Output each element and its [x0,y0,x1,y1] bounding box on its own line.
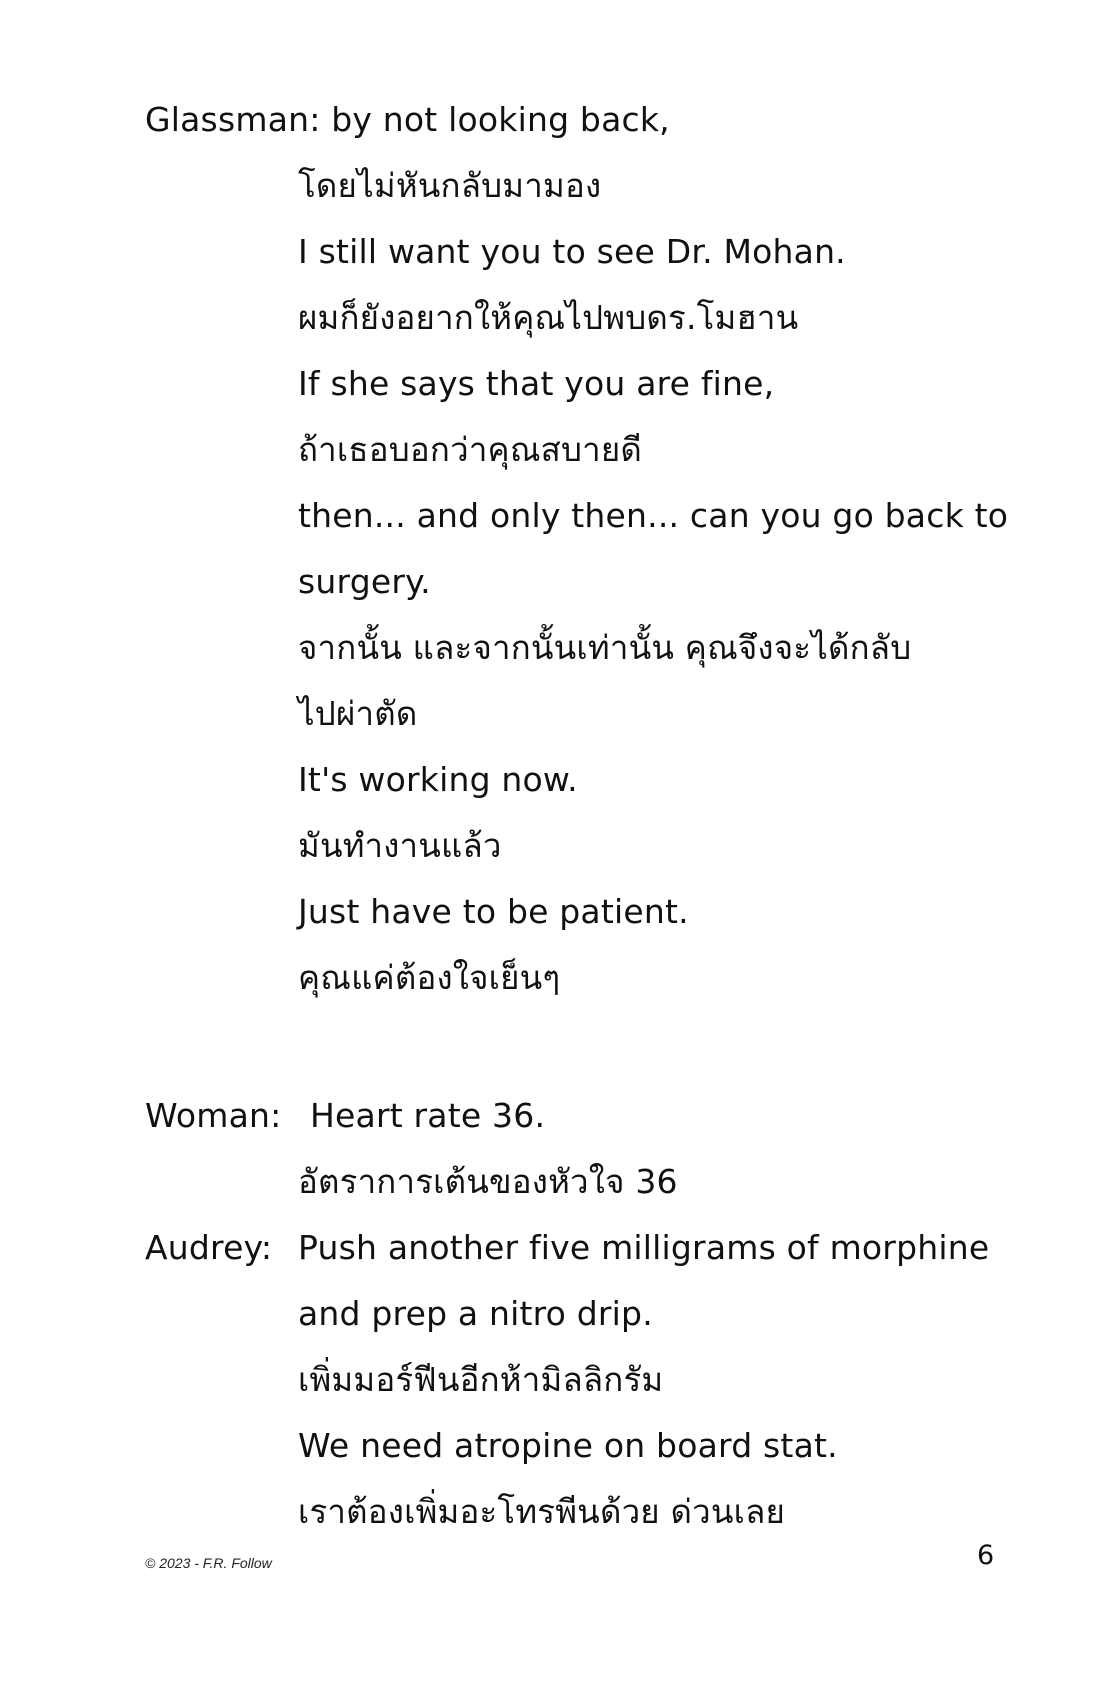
thai-line: ถ้าเธอบอกว่าคุณสบายดี [298,430,643,469]
speaker-audrey: Audrey: [145,1228,273,1267]
thai-line: อัตราการเต้นของหัวใจ 36 [298,1162,678,1201]
thai-line: เพิ่มมอร์ฟีนอีกห้ามิลลิกรัม [298,1360,664,1399]
dialogue-line: It's working now. [298,760,578,799]
thai-line: ผมก็ยังอยากให้คุณไปพบดร.โมฮาน [298,298,799,337]
dialogue-line: If she says that you are fine, [298,364,775,403]
dialogue-line: Just have to be patient. [298,892,689,931]
dialogue-line: and prep a nitro drip. [298,1294,653,1333]
dialogue-line: surgery. [298,562,431,601]
thai-line: จากนั้น และจากนั้นเท่านั้น คุณจึงจะได้กลับ [298,628,912,667]
copyright-notice: © 2023 - F.R. Follow [145,1555,272,1571]
thai-line: เราต้องเพิ่มอะโทรพีนด้วย ด่วนเลย [298,1492,786,1531]
dialogue-line: then... and only then... can you go back to [298,496,1009,535]
thai-line: มันทำงานแล้ว [298,826,502,865]
thai-line: ไปผ่าตัด [298,694,418,733]
dialogue-line: We need atropine on board stat. [298,1426,838,1465]
page-number: 6 [977,1540,995,1571]
thai-line: โดยไม่หันกลับมามอง [298,166,602,205]
dialogue-line: I still want you to see Dr. Mohan. [298,232,846,271]
speaker-woman: Woman: [145,1096,282,1135]
dialogue-line: Push another five milligrams of morphine [298,1228,990,1267]
thai-line: คุณแค่ต้องใจเย็นๆ [298,958,561,997]
glassman-line: Glassman: by not looking back, [145,100,670,139]
dialogue-line: Heart rate 36. [310,1096,546,1135]
